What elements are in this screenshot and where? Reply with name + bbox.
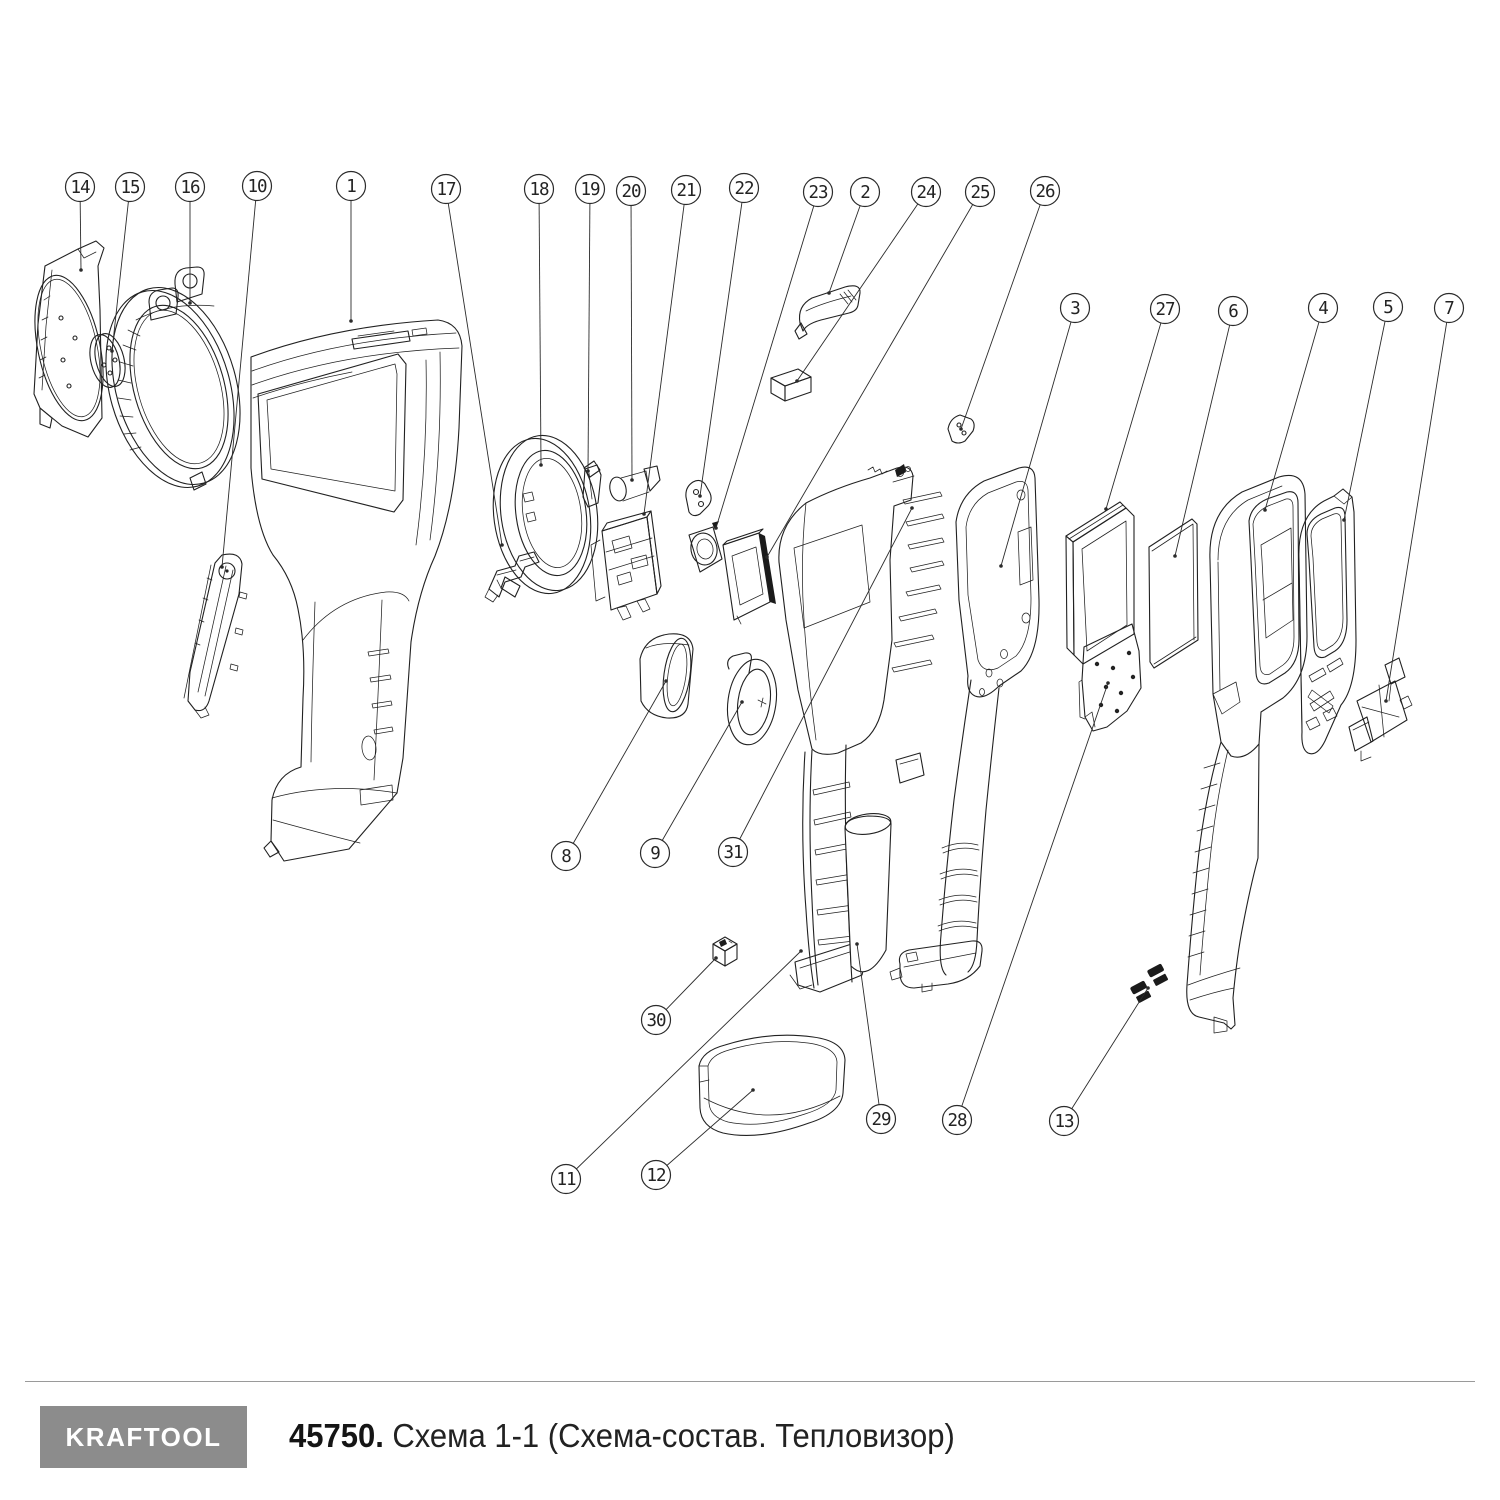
part-block: [771, 369, 811, 401]
callout-number-2: 2: [860, 183, 870, 203]
leader-dot-3: [999, 564, 1003, 568]
callout-number-7: 7: [1444, 299, 1454, 319]
leader-dot-28: [1106, 681, 1110, 685]
callout-18: [525, 175, 554, 467]
callout-2: [827, 178, 879, 295]
callout-number-26: 26: [1035, 182, 1055, 202]
leader-line-21: [644, 190, 686, 514]
leader-dot-27: [1104, 507, 1108, 511]
leader-line-3: [1001, 308, 1075, 566]
callout-23: [714, 178, 832, 530]
leader-line-27: [1106, 309, 1165, 509]
part-display-panel: [1299, 489, 1356, 754]
part-front-bezel-ring: [84, 267, 261, 503]
part-main-housing: [251, 320, 462, 861]
leader-line-25: [767, 192, 980, 557]
leader-dot-12: [751, 1088, 755, 1092]
callout-20: [617, 177, 646, 482]
leader-dot-13: [1146, 986, 1150, 990]
leader-line-11: [566, 951, 801, 1179]
leader-line-6: [1175, 311, 1233, 556]
leader-dot-8: [664, 679, 668, 683]
callout-number-5: 5: [1383, 298, 1393, 318]
leader-line-17: [446, 189, 502, 545]
callout-number-18: 18: [529, 180, 549, 200]
leader-dot-4: [1263, 508, 1267, 512]
part-switch-box: [713, 937, 737, 966]
part-screws: [1130, 963, 1170, 1003]
callout-10: [220, 172, 271, 569]
callout-number-11: 11: [556, 1170, 576, 1190]
leader-dot-17: [500, 543, 504, 547]
page-title: [289, 1417, 955, 1455]
callout-30: [642, 956, 718, 1034]
leader-dot-15: [110, 349, 114, 353]
part-side-strip: [184, 554, 247, 718]
callout-1: [337, 172, 366, 323]
callout-number-28: 28: [947, 1111, 967, 1131]
leader-line-15: [112, 187, 130, 351]
leader-dot-14: [79, 268, 83, 272]
part-eyecup-boot: [640, 634, 695, 718]
leader-dot-1: [349, 319, 353, 323]
callout-number-19: 19: [580, 180, 600, 200]
footer-divider: [25, 1381, 1475, 1382]
leader-dot-24: [795, 379, 799, 383]
leader-line-24: [797, 192, 926, 381]
title-text: Схема 1-1 (Схема-состав. Тепловизор): [392, 1417, 955, 1454]
callout-number-29: 29: [871, 1110, 891, 1130]
callout-layer: [66, 172, 1464, 1194]
part-battery: [844, 811, 892, 972]
leader-dot-7: [1384, 699, 1388, 703]
kraftool-logo: [40, 1406, 247, 1468]
callout-24: [795, 178, 940, 383]
leader-dot-9: [740, 700, 744, 704]
leader-dot-31: [910, 506, 914, 510]
callout-15: [110, 173, 144, 353]
callout-number-14: 14: [70, 178, 90, 198]
leader-line-10: [222, 186, 257, 567]
part-lens-barrel-ring: [484, 429, 608, 600]
leader-dot-25: [765, 555, 769, 559]
leader-line-20: [631, 191, 632, 480]
callout-number-22: 22: [734, 179, 754, 199]
callout-number-30: 30: [646, 1011, 666, 1031]
leader-dot-10: [220, 565, 224, 569]
callout-31: [719, 506, 914, 866]
callout-26: [959, 177, 1059, 431]
callout-5: [1342, 293, 1402, 522]
callout-number-3: 3: [1070, 299, 1080, 319]
callout-number-21: 21: [676, 181, 696, 201]
leader-line-9: [655, 702, 742, 853]
part-display-board: [723, 529, 776, 624]
callout-7: [1384, 294, 1463, 703]
leader-dot-2: [827, 291, 831, 295]
callout-12: [642, 1088, 755, 1189]
part-lens-cap-flap: [23, 241, 114, 437]
part-protective-sheet: [1149, 519, 1198, 668]
title-number: 45750.: [289, 1417, 384, 1454]
callout-number-23: 23: [808, 183, 828, 203]
callout-number-16: 16: [180, 178, 200, 198]
leader-line-7: [1386, 308, 1449, 701]
callout-14: [66, 173, 95, 272]
leader-line-2: [829, 192, 865, 293]
callout-25: [765, 178, 994, 559]
callout-number-25: 25: [970, 183, 990, 203]
callout-number-9: 9: [650, 844, 660, 864]
callout-16: [176, 173, 205, 305]
part-oval-plate: [686, 480, 711, 515]
callout-number-27: 27: [1155, 300, 1175, 320]
leader-dot-11: [799, 949, 803, 953]
callout-28: [943, 681, 1110, 1134]
leader-dot-21: [642, 512, 646, 516]
callout-number-12: 12: [646, 1166, 666, 1186]
leader-dot-26: [959, 427, 963, 431]
leader-line-8: [566, 681, 666, 856]
callout-19: [576, 175, 605, 473]
part-rear-shell-half: [779, 464, 944, 754]
callout-number-6: 6: [1228, 302, 1238, 322]
leader-line-5: [1344, 307, 1388, 520]
callout-number-24: 24: [916, 183, 936, 203]
leader-line-12: [656, 1090, 753, 1175]
part-rear-housing: [1187, 475, 1307, 1033]
part-cylinder-plate: [608, 466, 660, 502]
callout-number-10: 10: [247, 177, 267, 197]
callout-number-17: 17: [436, 180, 456, 200]
leader-line-13: [1064, 988, 1148, 1121]
callout-13: [1050, 986, 1150, 1135]
leader-line-18: [539, 189, 541, 465]
leader-dot-22: [698, 494, 702, 498]
leader-line-23: [716, 192, 818, 528]
callout-number-31: 31: [723, 843, 743, 863]
leader-dot-23: [714, 526, 718, 530]
part-chassis-frame-half: [890, 467, 1039, 992]
leader-line-31: [733, 508, 912, 852]
leader-dot-30: [714, 956, 718, 960]
leader-line-4: [1265, 308, 1323, 510]
kraftool-logo-text: KRAFTOOL: [65, 1421, 222, 1452]
part-pcb-assembly: [591, 511, 661, 620]
leader-line-26: [961, 191, 1045, 429]
callout-number-8: 8: [561, 847, 571, 867]
callout-4: [1263, 294, 1337, 512]
leader-dot-20: [630, 478, 634, 482]
callout-17: [432, 175, 504, 547]
leader-dot-5: [1342, 518, 1346, 522]
callout-number-1: 1: [346, 177, 356, 197]
callout-27: [1104, 295, 1179, 511]
leader-line-19: [588, 189, 590, 471]
part-mount-bracket: [1079, 624, 1141, 731]
leader-dot-16: [188, 301, 192, 305]
callout-22: [698, 174, 758, 498]
callout-21: [642, 176, 700, 516]
leader-dot-18: [539, 463, 543, 467]
callout-number-20: 20: [621, 182, 641, 202]
callout-number-4: 4: [1318, 299, 1328, 319]
leader-line-22: [700, 188, 744, 496]
part-connector-bracket: [1349, 658, 1412, 761]
leader-dot-29: [855, 942, 859, 946]
callout-3: [999, 294, 1089, 568]
leader-dot-19: [586, 469, 590, 473]
part-base-cup: [699, 1035, 845, 1135]
part-grommet-ring: [722, 653, 782, 748]
callout-number-13: 13: [1054, 1112, 1074, 1132]
leader-dot-6: [1173, 554, 1177, 558]
callout-number-15: 15: [120, 178, 140, 198]
callout-6: [1173, 297, 1247, 558]
